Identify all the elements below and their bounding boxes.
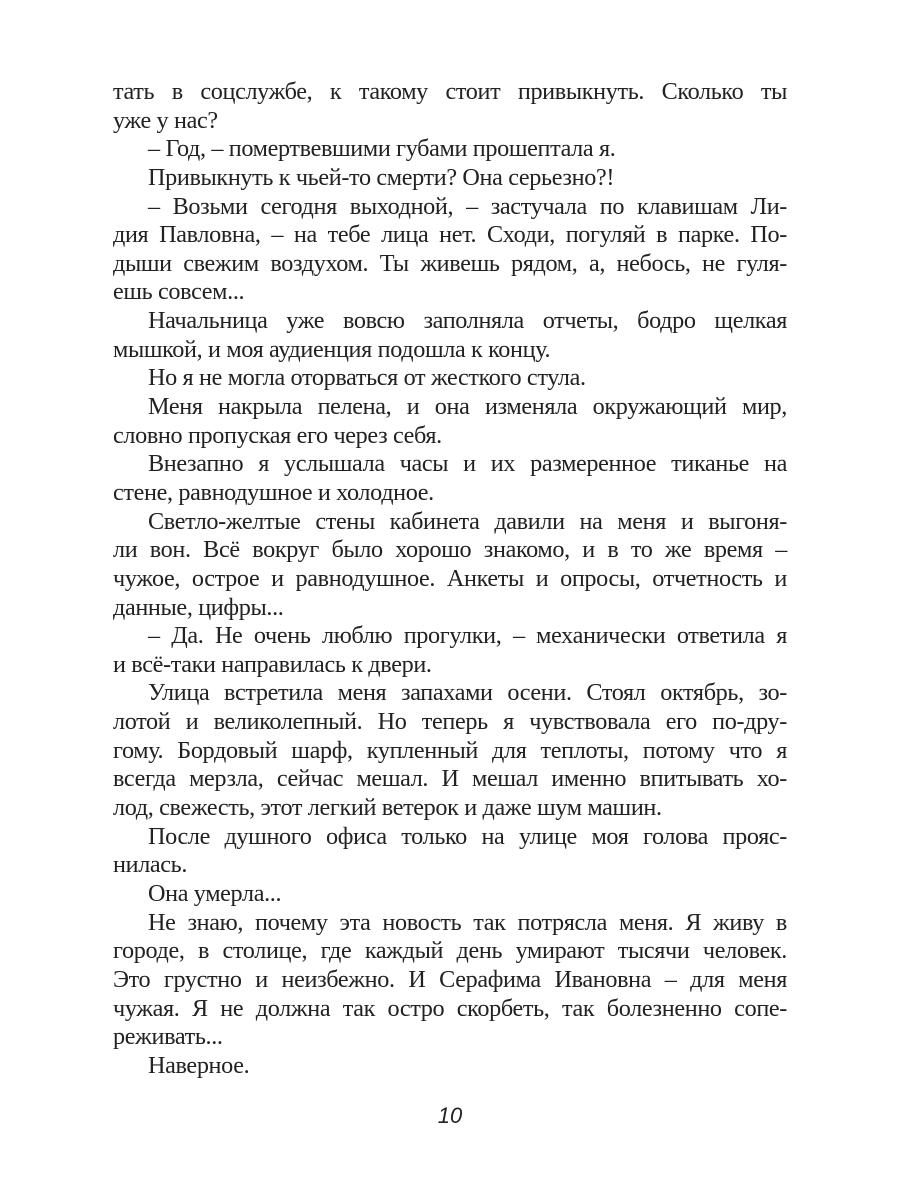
text-line: чужая. Я не должна так остро скорбеть, так болезненно сопе-	[113, 994, 787, 1022]
text-line: городе, в столице, где каждый день умирают тысячи человек.	[113, 937, 787, 965]
text-line: словно пропуская его через себя.	[113, 421, 442, 449]
text-line: Она умерла...	[148, 879, 282, 907]
page-number: 10	[437, 1103, 463, 1128]
text-line: Меня накрыла пелена, и она изменяла окружающий мир,	[148, 393, 787, 421]
text-line: Наверное.	[148, 1051, 250, 1079]
text-line: лотой и великолепный. Но теперь я чувствовала его по-дру-	[113, 708, 787, 736]
text-line: Улица встретила меня запахами осени. Стоял октябрь, зо-	[148, 679, 787, 707]
text-line: гому. Бордовый шарф, купленный для теплоты, потому что я	[113, 736, 787, 764]
text-line: дыши свежим воздухом. Ты живешь рядом, а, небось, не гуля-	[113, 249, 787, 277]
text-line: Светло-желтые стены кабинета давили на меня и выгоня-	[148, 507, 787, 535]
text-line: реживать...	[113, 1023, 223, 1051]
text-line: нилась.	[113, 851, 188, 879]
text-line: Привыкнуть к чьей-то смерти? Она серьезно?!	[148, 163, 615, 191]
text-line: чужое, острое и равнодушное. Анкеты и опросы, отчетность и	[113, 564, 787, 592]
text-line: – Возьми сегодня выходной, – застучала по клавишам Ли-	[148, 192, 787, 220]
text-line: тать в соцслужбе, к такому стоит привыкнуть. Сколько ты	[113, 78, 787, 105]
text-line: ли вон. Всё вокруг было хорошо знакомо, и в то же время –	[113, 536, 787, 564]
text-line: Не знаю, почему эта новость так потрясла меня. Я живу в	[148, 908, 787, 936]
text-line: стене, равнодушное и холодное.	[113, 478, 434, 506]
text-line: Внезапно я услышала часы и их размеренное тиканье на	[148, 450, 787, 478]
text-line: – Год, – помертвевшими губами прошептала я.	[148, 135, 616, 163]
text-line: и всё-таки направилась к двери.	[113, 650, 432, 678]
text-line: всегда мерзла, сейчас мешал. И мешал именно впитывать хо-	[113, 765, 787, 793]
text-line: дия Павловна, – на тебе лица нет. Сходи, погуляй в парке. По-	[113, 221, 787, 249]
text-line: После душного офиса только на улице моя голова прояс-	[148, 822, 787, 850]
text-line: уже у нас?	[113, 106, 218, 134]
page-body	[113, 78, 787, 1080]
text-line: – Да. Не очень люблю прогулки, – механически ответила я	[148, 622, 787, 650]
text-line: данные, цифры...	[113, 593, 284, 621]
text-line: лод, свежесть, этот легкий ветерок и даже шум машин.	[113, 794, 662, 822]
text-line: Это грустно и неизбежно. И Серафима Ивановна – для меня	[113, 965, 787, 993]
text-line: Начальница уже вовсю заполняла отчеты, бодро щелкая	[148, 307, 787, 335]
text-line: Но я не могла оторваться от жесткого стула.	[148, 364, 586, 392]
text-line: ешь совсем...	[113, 278, 245, 306]
text-line: мышкой, и моя аудиенция подошла к концу.	[113, 335, 551, 363]
